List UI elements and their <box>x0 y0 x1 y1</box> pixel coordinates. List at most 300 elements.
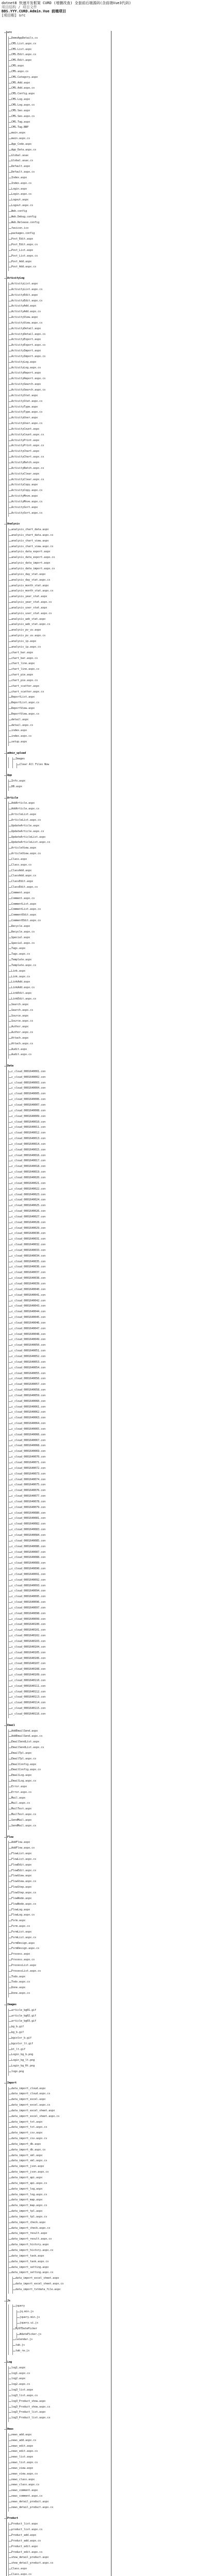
file-row[interactable] <box>0 1774 208 1780</box>
file-row[interactable] <box>0 2037 208 2042</box>
file-row[interactable] <box>0 846 208 852</box>
file-row[interactable] <box>0 1824 208 1830</box>
file-row[interactable] <box>0 1349 208 1355</box>
file-row[interactable] <box>0 2238 208 2243</box>
file-row[interactable] <box>0 657 208 663</box>
file-row[interactable] <box>0 355 208 361</box>
file-row[interactable] <box>0 64 208 70</box>
file-row[interactable] <box>0 76 208 81</box>
file-row[interactable] <box>0 444 208 450</box>
file-row[interactable] <box>0 545 208 551</box>
file-row[interactable] <box>0 2053 208 2059</box>
file-row[interactable] <box>0 1858 208 1863</box>
file-row[interactable] <box>0 416 208 422</box>
file-row[interactable] <box>0 2182 208 2188</box>
file-row[interactable] <box>0 483 208 489</box>
file-row[interactable] <box>0 2243 208 2249</box>
file-row[interactable] <box>0 1428 208 1433</box>
file-row[interactable] <box>0 2433 208 2439</box>
file-row[interactable] <box>0 1629 208 1634</box>
file-row[interactable] <box>0 1545 208 1551</box>
file-row[interactable] <box>0 1405 208 1411</box>
folder-row[interactable] <box>0 774 208 779</box>
file-row[interactable] <box>0 2333 208 2338</box>
file-row[interactable] <box>0 1131 208 1137</box>
file-row[interactable] <box>0 1489 208 1495</box>
file-row[interactable] <box>0 2567 208 2573</box>
file-row[interactable] <box>0 1539 208 1545</box>
file-row[interactable] <box>0 2472 208 2478</box>
file-row[interactable] <box>0 1109 208 1115</box>
file-row[interactable] <box>0 1746 208 1752</box>
file-row[interactable] <box>0 1908 208 1914</box>
file-row[interactable] <box>0 1070 208 1076</box>
file-row[interactable] <box>0 2014 208 2020</box>
file-row[interactable] <box>0 2198 208 2204</box>
file-row[interactable] <box>0 601 208 606</box>
file-row[interactable] <box>0 662 208 668</box>
file-row[interactable] <box>0 109 208 115</box>
file-row[interactable] <box>0 1964 208 1970</box>
file-row[interactable] <box>0 2176 208 2182</box>
file-row[interactable] <box>0 489 208 495</box>
file-row[interactable] <box>0 104 208 109</box>
file-row[interactable] <box>0 1126 208 1131</box>
file-row[interactable] <box>0 757 208 763</box>
file-row[interactable] <box>0 802 208 807</box>
file-row[interactable] <box>0 913 208 919</box>
file-row[interactable] <box>0 1143 208 1148</box>
file-row[interactable] <box>0 1595 208 1601</box>
file-row[interactable] <box>0 1919 208 1925</box>
file-row[interactable] <box>0 304 208 310</box>
file-row[interactable] <box>0 2221 208 2227</box>
file-row[interactable] <box>0 478 208 484</box>
file-row[interactable] <box>0 1807 208 1813</box>
file-row[interactable] <box>0 1785 208 1791</box>
file-row[interactable] <box>0 506 208 512</box>
file-row[interactable] <box>0 1215 208 1221</box>
file-row[interactable] <box>0 1841 208 1846</box>
file-row[interactable] <box>0 2562 208 2567</box>
file-row[interactable] <box>0 1925 208 1930</box>
file-row[interactable] <box>0 1986 208 1992</box>
folder-row[interactable] <box>0 31 208 37</box>
file-row[interactable] <box>0 1282 208 1288</box>
file-row[interactable] <box>0 2025 208 2031</box>
file-row[interactable] <box>0 361 208 366</box>
file-row[interactable] <box>0 377 208 383</box>
file-row[interactable] <box>0 740 208 746</box>
file-row[interactable] <box>0 143 208 148</box>
file-row[interactable] <box>0 2349 208 2355</box>
file-row[interactable] <box>0 2266 208 2272</box>
file-row[interactable] <box>0 986 208 992</box>
file-row[interactable] <box>0 265 208 271</box>
file-row[interactable] <box>0 1020 208 1025</box>
file-row[interactable] <box>0 282 208 288</box>
file-row[interactable] <box>0 1662 208 1668</box>
file-row[interactable] <box>0 42 208 48</box>
file-row[interactable] <box>0 1104 208 1109</box>
file-row[interactable] <box>0 567 208 573</box>
file-row[interactable] <box>0 2188 208 2193</box>
file-row[interactable] <box>0 679 208 685</box>
file-row[interactable] <box>0 2483 208 2489</box>
file-row[interactable] <box>0 1992 208 1997</box>
file-row[interactable] <box>0 131 208 137</box>
file-row[interactable] <box>0 2551 208 2556</box>
file-row[interactable] <box>0 1517 208 1522</box>
file-row[interactable] <box>0 349 208 355</box>
file-row[interactable] <box>0 1255 208 1260</box>
file-row[interactable] <box>0 584 208 590</box>
file-row[interactable] <box>0 1757 208 1763</box>
file-row[interactable] <box>0 1679 208 1685</box>
file-row[interactable] <box>0 2126 208 2131</box>
file-row[interactable] <box>0 327 208 333</box>
file-row[interactable] <box>0 947 208 953</box>
file-row[interactable] <box>0 1891 208 1897</box>
file-row[interactable] <box>0 1589 208 1595</box>
file-row[interactable] <box>0 1333 208 1338</box>
file-row[interactable] <box>0 1411 208 1416</box>
file-row[interactable] <box>0 852 208 858</box>
file-row[interactable] <box>0 238 208 243</box>
file-row[interactable] <box>0 2031 208 2037</box>
file-row[interactable] <box>0 2461 208 2467</box>
file-row[interactable] <box>0 1176 208 1182</box>
file-row[interactable] <box>0 1970 208 1975</box>
file-row[interactable] <box>0 366 208 372</box>
file-row[interactable] <box>0 461 208 467</box>
file-row[interactable] <box>0 98 208 104</box>
file-row[interactable] <box>0 1713 208 1718</box>
file-row[interactable] <box>0 880 208 886</box>
file-row[interactable] <box>0 763 208 769</box>
file-row[interactable] <box>0 2020 208 2025</box>
file-row[interactable] <box>0 1338 208 1344</box>
file-row[interactable] <box>0 1165 208 1171</box>
file-row[interactable] <box>0 1171 208 1176</box>
file-row[interactable] <box>0 260 208 266</box>
file-row[interactable] <box>0 1730 208 1735</box>
file-row[interactable] <box>0 321 208 327</box>
file-row[interactable] <box>0 2288 208 2294</box>
file-row[interactable] <box>0 1953 208 1958</box>
file-row[interactable] <box>0 2215 208 2221</box>
file-row[interactable] <box>0 411 208 416</box>
file-row[interactable] <box>0 1584 208 1590</box>
file-row[interactable] <box>0 2394 208 2400</box>
file-row[interactable] <box>0 428 208 433</box>
file-row[interactable] <box>0 629 208 634</box>
file-row[interactable] <box>0 779 208 785</box>
file-row[interactable] <box>0 405 208 411</box>
file-row[interactable] <box>0 2411 208 2416</box>
file-row[interactable] <box>0 1673 208 1679</box>
file-row[interactable] <box>0 2255 208 2260</box>
file-row[interactable] <box>0 1366 208 1372</box>
file-row[interactable] <box>0 830 208 836</box>
file-row[interactable] <box>0 735 208 740</box>
file-row[interactable] <box>0 500 208 506</box>
file-row[interactable] <box>0 1121 208 1126</box>
file-row[interactable] <box>0 2232 208 2238</box>
file-row[interactable] <box>0 1975 208 1981</box>
file-row[interactable] <box>0 371 208 377</box>
file-row[interactable] <box>0 1651 208 1657</box>
file-row[interactable] <box>0 1388 208 1394</box>
file-row[interactable] <box>0 1232 208 1238</box>
file-row[interactable] <box>0 2383 208 2388</box>
file-row[interactable] <box>0 930 208 936</box>
file-row[interactable] <box>0 897 208 903</box>
file-row[interactable] <box>0 154 208 160</box>
file-row[interactable] <box>0 1053 208 1059</box>
file-row[interactable] <box>0 1506 208 1512</box>
file-row[interactable] <box>0 696 208 701</box>
file-row[interactable] <box>0 1573 208 1579</box>
file-row[interactable] <box>0 1874 208 1880</box>
file-row[interactable] <box>0 1227 208 1232</box>
file-row[interactable] <box>0 1009 208 1014</box>
file-row[interactable] <box>0 2506 208 2512</box>
file-row[interactable] <box>0 618 208 623</box>
file-row[interactable] <box>0 1372 208 1378</box>
file-row[interactable] <box>0 1003 208 1009</box>
file-row[interactable] <box>0 2467 208 2472</box>
file-row[interactable] <box>0 87 208 92</box>
file-row[interactable] <box>0 595 208 601</box>
file-row[interactable] <box>0 53 208 59</box>
file-row[interactable] <box>0 1528 208 1534</box>
file-row[interactable] <box>0 1154 208 1160</box>
file-row[interactable] <box>0 1265 208 1271</box>
folder-row[interactable] <box>0 796 208 802</box>
file-row[interactable] <box>0 1304 208 1310</box>
file-row[interactable] <box>0 1299 208 1305</box>
file-row[interactable] <box>0 1037 208 1042</box>
file-row[interactable] <box>0 903 208 908</box>
file-row[interactable] <box>0 2489 208 2495</box>
file-row[interactable] <box>0 472 208 478</box>
file-row[interactable] <box>0 1400 208 1405</box>
file-row[interactable] <box>0 2227 208 2232</box>
file-row[interactable] <box>0 858 208 863</box>
file-row[interactable] <box>0 1634 208 1640</box>
folder-row[interactable] <box>0 2299 208 2305</box>
file-row[interactable] <box>0 919 208 925</box>
file-row[interactable] <box>0 1042 208 1048</box>
file-row[interactable] <box>0 841 208 846</box>
file-row[interactable] <box>0 2109 208 2115</box>
file-row[interactable] <box>0 2556 208 2562</box>
file-row[interactable] <box>0 1182 208 1188</box>
file-row[interactable] <box>0 824 208 830</box>
file-row[interactable] <box>0 623 208 629</box>
file-row[interactable] <box>0 1819 208 1824</box>
file-row[interactable] <box>0 1947 208 1953</box>
file-row[interactable] <box>0 1880 208 1886</box>
file-row[interactable] <box>0 512 208 517</box>
file-row[interactable] <box>0 333 208 338</box>
file-row[interactable] <box>0 2137 208 2143</box>
file-row[interactable] <box>0 724 208 730</box>
file-row[interactable] <box>0 2154 208 2160</box>
file-row[interactable] <box>0 1958 208 1964</box>
file-row[interactable] <box>0 1512 208 1517</box>
file-row[interactable] <box>0 2439 208 2445</box>
file-row[interactable] <box>0 992 208 997</box>
file-row[interactable] <box>0 556 208 562</box>
file-row[interactable] <box>0 980 208 986</box>
file-row[interactable] <box>0 2159 208 2165</box>
file-row[interactable] <box>0 579 208 584</box>
file-row[interactable] <box>0 171 208 176</box>
file-row[interactable] <box>0 1087 208 1092</box>
file-row[interactable] <box>0 81 208 87</box>
file-row[interactable] <box>0 1618 208 1623</box>
file-row[interactable] <box>0 255 208 260</box>
file-row[interactable] <box>0 288 208 294</box>
file-row[interactable] <box>0 2478 208 2484</box>
file-row[interactable] <box>0 1014 208 1020</box>
folder-row[interactable] <box>0 752 208 757</box>
file-row[interactable] <box>0 1478 208 1484</box>
file-row[interactable] <box>0 2321 208 2327</box>
file-row[interactable] <box>0 1198 208 1204</box>
file-row[interactable] <box>0 1377 208 1383</box>
folder-row[interactable] <box>0 1064 208 1070</box>
file-row[interactable] <box>0 1763 208 1769</box>
file-row[interactable] <box>0 2500 208 2506</box>
folder-row[interactable] <box>0 2517 208 2522</box>
file-row[interactable] <box>0 243 208 249</box>
file-row[interactable] <box>0 433 208 439</box>
file-row[interactable] <box>0 1422 208 1428</box>
file-row[interactable] <box>0 1294 208 1299</box>
file-row[interactable] <box>0 2400 208 2405</box>
file-row[interactable] <box>0 1846 208 1852</box>
file-row[interactable] <box>0 1601 208 1606</box>
file-row[interactable] <box>0 1942 208 1947</box>
folder-row[interactable] <box>0 1724 208 1730</box>
file-row[interactable] <box>0 2104 208 2109</box>
file-row[interactable] <box>0 1606 208 1612</box>
file-row[interactable] <box>0 215 208 221</box>
file-row[interactable] <box>0 612 208 618</box>
file-row[interactable] <box>0 450 208 455</box>
file-row[interactable] <box>0 2528 208 2534</box>
file-row[interactable] <box>0 148 208 154</box>
file-row[interactable] <box>0 1210 208 1215</box>
file-row[interactable] <box>0 863 208 869</box>
file-row[interactable] <box>0 2131 208 2137</box>
file-row[interactable] <box>0 2450 208 2455</box>
file-row[interactable] <box>0 1852 208 1858</box>
file-row[interactable] <box>0 204 208 210</box>
file-row[interactable] <box>0 589 208 595</box>
file-row[interactable] <box>0 886 208 891</box>
folder-row[interactable] <box>0 522 208 528</box>
file-row[interactable] <box>0 1903 208 1908</box>
file-row[interactable] <box>0 176 208 182</box>
file-row[interactable] <box>0 2171 208 2176</box>
folder-row[interactable] <box>0 2361 208 2366</box>
file-row[interactable] <box>0 634 208 640</box>
file-row[interactable] <box>0 495 208 500</box>
file-row[interactable] <box>0 1980 208 1986</box>
file-row[interactable] <box>0 316 208 321</box>
file-row[interactable] <box>0 1752 208 1757</box>
file-row[interactable] <box>0 1522 208 1528</box>
file-row[interactable] <box>0 2545 208 2551</box>
file-row[interactable] <box>0 2064 208 2070</box>
file-row[interactable] <box>0 1886 208 1891</box>
file-row[interactable] <box>0 1567 208 1573</box>
file-row[interactable] <box>0 1768 208 1774</box>
folder-row[interactable] <box>0 277 208 282</box>
file-row[interactable] <box>0 137 208 143</box>
file-row[interactable] <box>0 1115 208 1121</box>
file-row[interactable] <box>0 2193 208 2199</box>
folder-row[interactable] <box>0 2003 208 2009</box>
file-row[interactable] <box>0 1657 208 1663</box>
file-row[interactable] <box>0 1416 208 1422</box>
file-row[interactable] <box>0 1500 208 1506</box>
file-row[interactable] <box>0 997 208 1003</box>
file-row[interactable] <box>0 1439 208 1445</box>
file-row[interactable] <box>0 2539 208 2545</box>
file-row[interactable] <box>0 1623 208 1629</box>
file-row[interactable] <box>0 1690 208 1696</box>
file-row[interactable] <box>0 198 208 204</box>
file-row[interactable] <box>0 975 208 981</box>
file-row[interactable] <box>0 1355 208 1361</box>
file-row[interactable] <box>0 713 208 718</box>
file-row[interactable] <box>0 646 208 651</box>
file-row[interactable] <box>0 2455 208 2461</box>
file-row[interactable] <box>0 422 208 428</box>
file-row[interactable] <box>0 2338 208 2344</box>
file-row[interactable] <box>0 1455 208 1461</box>
file-row[interactable] <box>0 1188 208 1193</box>
file-row[interactable] <box>0 115 208 121</box>
file-row[interactable] <box>0 1098 208 1104</box>
file-row[interactable] <box>0 2148 208 2154</box>
file-row[interactable] <box>0 221 208 227</box>
file-row[interactable] <box>0 1081 208 1087</box>
file-row[interactable] <box>0 869 208 875</box>
file-row[interactable] <box>0 1461 208 1467</box>
file-row[interactable] <box>0 970 208 975</box>
file-row[interactable] <box>0 2121 208 2126</box>
file-row[interactable] <box>0 1551 208 1556</box>
file-row[interactable] <box>0 400 208 405</box>
file-row[interactable] <box>0 2165 208 2171</box>
file-row[interactable] <box>0 2277 208 2282</box>
file-row[interactable] <box>0 2416 208 2422</box>
file-row[interactable] <box>0 92 208 98</box>
file-row[interactable] <box>0 2372 208 2378</box>
file-row[interactable] <box>0 1249 208 1255</box>
file-row[interactable] <box>0 182 208 188</box>
file-row[interactable] <box>0 2210 208 2215</box>
file-row[interactable] <box>0 1260 208 1266</box>
file-row[interactable] <box>0 1076 208 1081</box>
file-row[interactable] <box>0 59 208 64</box>
